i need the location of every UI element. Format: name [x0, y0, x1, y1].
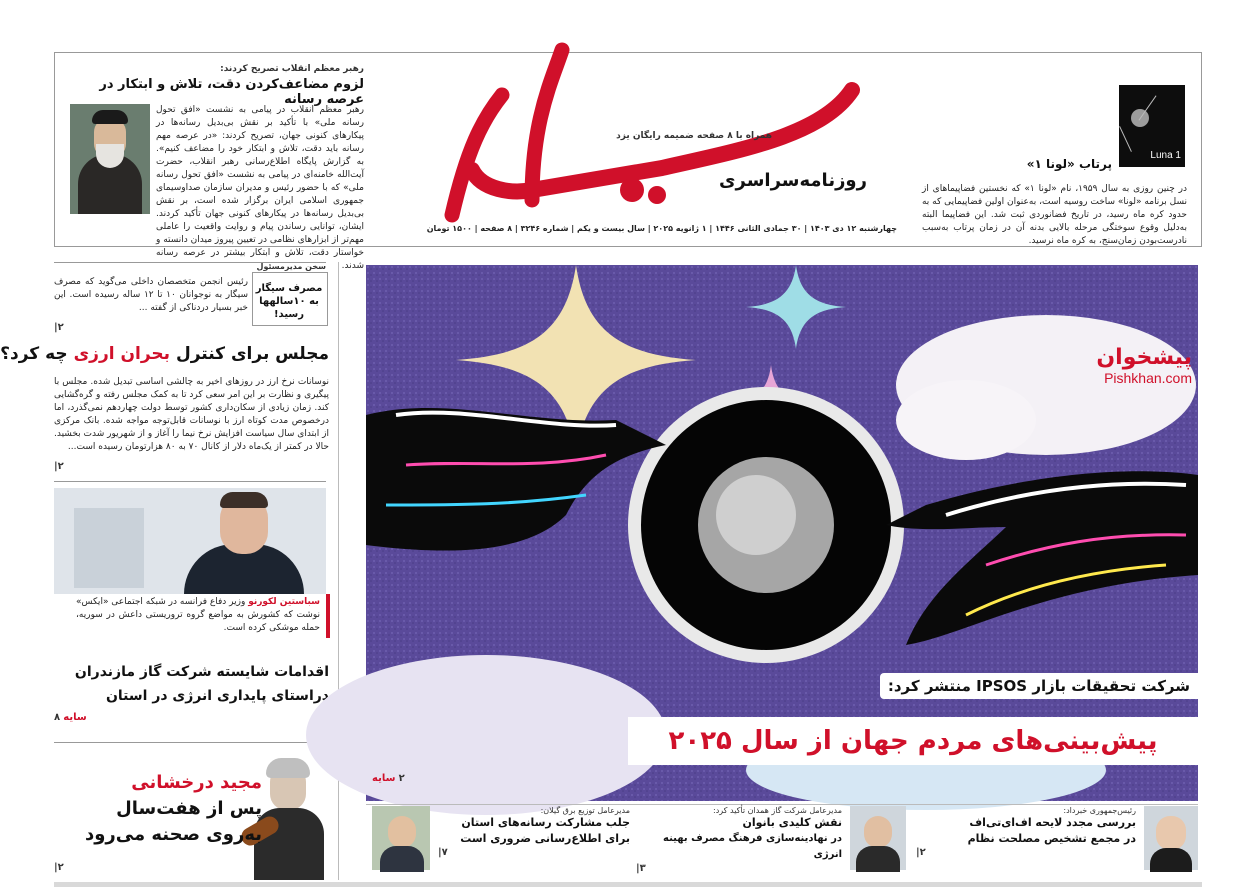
france-photo — [54, 488, 326, 594]
luna-photo-label: Luna 1 — [1150, 150, 1181, 161]
main-title-box — [628, 717, 1198, 765]
bottom-row-rule — [366, 804, 1198, 805]
bottom-story-2-page: |۳ — [636, 863, 646, 874]
bottom-story-3-line1: جلب مشارکت رسانه‌های استان — [461, 816, 630, 829]
main-ref — [372, 773, 405, 784]
watermark — [1096, 345, 1192, 386]
col-divider — [338, 262, 339, 880]
watermark-fa: پیشخوان — [1096, 345, 1192, 370]
bottom-story-1-photo — [1144, 806, 1198, 870]
main-kicker: شرکت تحقیقات بازار IPSOS منتشر کرد: — [887, 677, 1190, 695]
music-name: مجید درخشانی — [131, 772, 262, 793]
bottom-story-1-text — [916, 806, 1136, 858]
editorial-title-line1: مصرف سیگار — [255, 283, 323, 294]
currency-body: نوسانات نرخ ارز در روزهای اخیر به چالشی اساسی تبدیل شده. مجلس با پیگیری و نظارت بر این امر سعی کرد تا به کمک مجلس رفته و گره‌گشایی کند. زمان زیادی از سکان‌داری کشور توسط دولت چهاردهم نمی‌گذرد، اما درخصوص مدت کوتاه ارز با نوسانات قابل‌توجه مواجه شده. بانک مرکزی از ابتدای سال سیاست افزایش نرخ نیما را آغاز و از شهریور شدت بخشید. حالا در کمتر از یک‌ماه دلار از کانال ۷۰ به ۸۰ هزارتومان رسیده است... — [54, 377, 329, 452]
france-caption — [70, 594, 330, 638]
main-kicker-box — [880, 673, 1198, 699]
bottom-story-1-page: |۲ — [916, 847, 926, 858]
leader-title: لزوم مضاعف‌کردن دقت، تلاش و ابتکار در عرصه رسانه — [99, 77, 364, 107]
watermark-en: Pishkhan.com — [1104, 370, 1192, 386]
bottom-story-2 — [636, 806, 906, 878]
bottom-story-3-page: |۷ — [438, 847, 448, 858]
music-rule — [54, 742, 326, 743]
france-rule — [54, 481, 326, 482]
gas-logo: سایه — [63, 712, 87, 723]
masthead-supplement: همراه با ۸ صفحه ضمیمه رایگان یزد — [616, 131, 772, 141]
footer-bar — [54, 882, 1202, 887]
bottom-story-1-line2: در مجمع تشخیص مصلحت نظام — [967, 832, 1136, 845]
music-line3: به‌روی صحنه می‌رود — [84, 824, 262, 845]
leader-photo — [70, 104, 150, 214]
editorial-page: |۲ — [54, 322, 64, 333]
gas-title-line1: اقدامات شایسته شرکت گاز مازندران — [74, 664, 329, 680]
left-rule — [54, 52, 55, 247]
currency-page: |۲ — [54, 461, 64, 472]
luna-body: در چنین روزی به سال ۱۹۵۹، نام «لونا ۱» که نخستین فضاپیماهای از نسل برنامه «لونا» ساخت روسیه است، به‌عنوان اولین فضاپیمایی که به حدود کره ماه رسید، در تاریخ فضانوردی ثبت شد. این فضاپیما البته به‌دلیل وقوع سوختگی مرحله بالایی بدنه آن در زمان پرتاب به‌سبب نادرست‌بودن زمان‌سنج، به کره ماه نرسید. — [921, 184, 1187, 246]
gas-page: ۸ — [54, 712, 61, 723]
currency-title-red: بحران ارزی — [73, 344, 171, 364]
music-line2: پس از هفت‌سال — [116, 798, 262, 819]
editorial-title-line2: به ۱۰سالهها رسید! — [259, 296, 319, 320]
bottom-story-2-text — [636, 806, 842, 874]
bottom-story-2-photo — [850, 806, 906, 870]
currency-title-part1: مجلس برای کنترل — [175, 344, 329, 364]
editorial-title — [254, 282, 324, 321]
currency-title — [0, 344, 329, 364]
gas-title — [54, 660, 329, 708]
main-page: ۲ — [398, 773, 405, 784]
bottom-story-2-line2: در نهادینه‌سازی فرهنگ مصرف بهینه انرژی — [663, 833, 842, 860]
editorial-body: رئیس انجمن متخصصان داخلی می‌گوید که مصرف سیگار به نوجوانان ۱۰ تا ۱۲ ساله رسیده است. این خبر بسیار دردناکی از گفته ... — [54, 277, 249, 313]
bottom-story-2-line1: نقش کلیدی بانوان — [742, 816, 842, 829]
dateline: چهارشنبه ۱۲ دی ۱۴۰۳ | ۳۰ جمادی الثانی ۱۴۴۶ | ۱ ژانویه ۲۰۲۵ | سال بیست و یکم | شماره ۳۲۴۶ | ۸ صفحه | ۱۵۰۰ تومان — [426, 224, 897, 233]
currency-title-part2: چه کرد؟ — [0, 344, 68, 364]
leader-kicker: رهبر معظم انقلاب تصریح کردند: — [220, 64, 364, 74]
leader-body: رهبر معظم انقلاب در پیامی به نشست «افق تحول رسانه ملی» با تأکید بر نقش بی‌بدیل رسانه‌ها در پیکارهای کنونی جهان، تصریح کردند: «در عرصه مهم رسانه باید دقت، تلاش و ابتکار خود را مضاعف کنیم». به گزارش پایگاه اطلاع‌رسانی رهبر انقلاب، حضرت آیت‌الله خامنه‌ای در پیامی به نشست «افق تحول رسانه ملی» که با حضور رئیس و مدیران سازمان صداوسیمای جمهوری اسلامی ایران برگزار شده است، بر نقش بی‌بدیل رسانه‌ها در پیکارهای کنونی جهان تأکید کردند. ایشان، توانایی رساندن پیام و روایت واقعیت را عاملی مهم‌تر از ابزارهای نظامی در تعیین پیروز میدان دانسته و خواستار دقت، تلاش و ابتکار بیشتر در عرصه رسانه شدند. — [156, 105, 364, 271]
bottom-story-3 — [366, 806, 630, 878]
bottom-story-3-kicker: مدیرعامل توزیع برق گیلان: — [540, 806, 630, 815]
music-story — [62, 770, 262, 848]
france-body: وزیر دفاع فرانسه در شبکه اجتماعی «ایکس» نوشت که کشورش به مواضع گروه تروریستی داعش در سوریه، حمله موشکی کرده است. — [75, 597, 320, 633]
france-name: سباستین لکورنو — [248, 597, 320, 607]
gas-ref — [54, 712, 87, 723]
main-logo: سایه — [372, 773, 396, 784]
bottom-story-1-line1: بررسی مجدد لایحه اف‌ای‌تی‌اف — [969, 816, 1136, 829]
luna-photo — [1119, 85, 1185, 167]
gas-title-line2: دراستای پایداری انرژی در استان — [105, 688, 329, 704]
bottom-story-1 — [914, 806, 1198, 878]
bottom-story-3-text — [438, 806, 630, 858]
main-title: پیش‌بینی‌های مردم جهان از سال ۲۰۲۵ — [668, 726, 1158, 756]
bottom-story-3-line2: برای اطلاع‌رسانی ضروری است — [460, 832, 630, 845]
bottom-story-2-kicker: مدیرعامل شرکت گاز همدان تأکید کرد: — [713, 806, 842, 815]
music-page: |۲ — [54, 862, 64, 873]
editorial-kicker: سخن مدیرمسئول — [256, 262, 326, 271]
right-rule — [1201, 52, 1202, 247]
bottom-story-1-kicker: رئیس‌جمهوری خبرداد: — [1063, 806, 1136, 815]
main-artwork — [366, 265, 1198, 801]
france-caption-text — [70, 594, 326, 637]
luna-title: پرتاب «لونا ۱» — [1026, 157, 1112, 171]
masthead-subtitle: روزنامه‌سراسری — [719, 170, 867, 191]
leader-story — [64, 64, 364, 107]
bottom-story-3-photo — [372, 806, 430, 870]
